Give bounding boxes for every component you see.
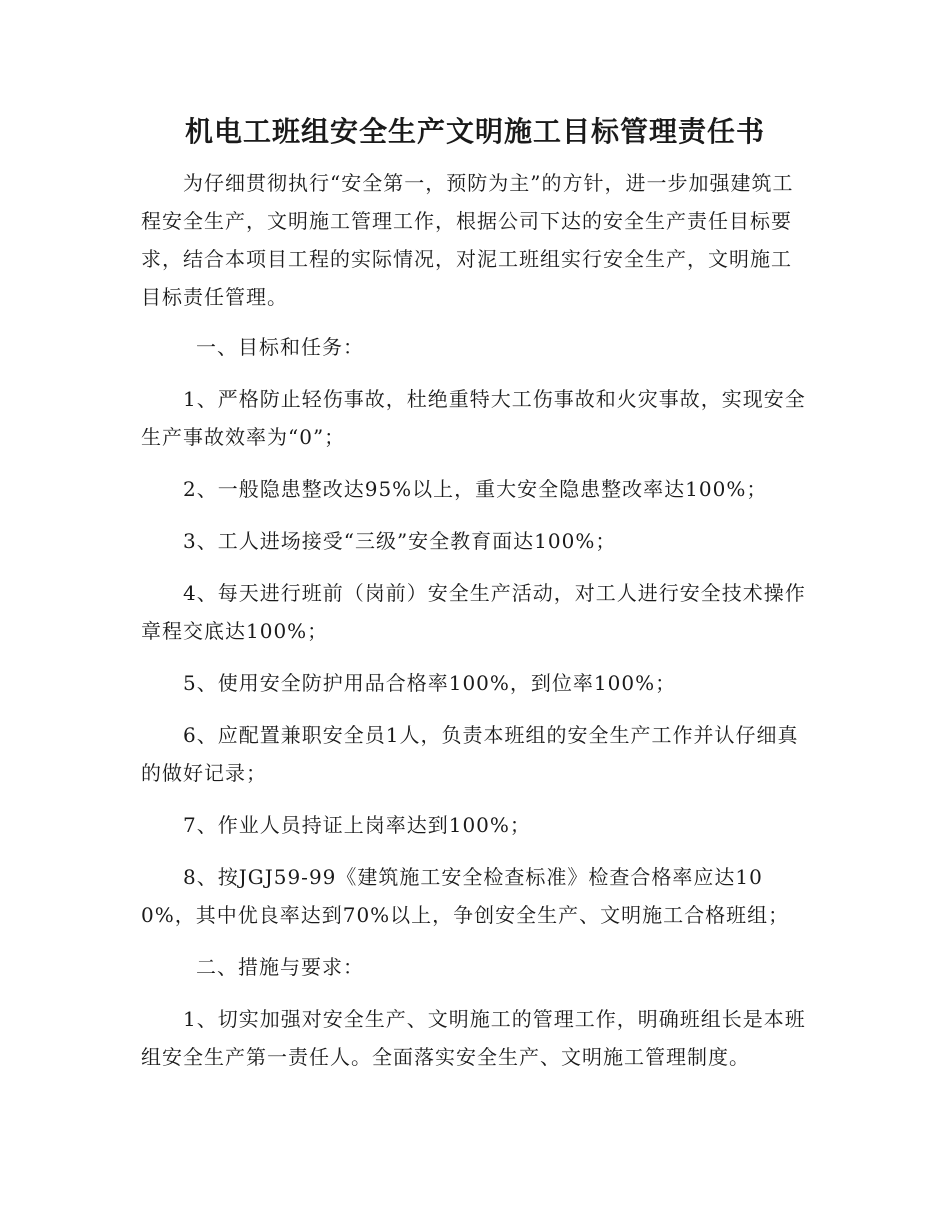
goal-item-4: 4、每天进行班前（岗前）安全生产活动，对工人进行安全技术操作章程交底达100%； — [141, 581, 806, 643]
section-heading-goals: 一、目标和任务： — [196, 335, 364, 359]
section-heading-measures: 二、措施与要求： — [196, 955, 364, 979]
goal-item-2: 2、一般隐患整改达95%以上，重大安全隐患整改率达100%； — [183, 477, 768, 501]
goal-item-6: 6、应配置兼职安全员1人，负责本班组的安全生产工作并认仔细真的做好记录； — [141, 723, 799, 785]
goal-item-3: 3、工人进场接受“三级”安全教育面达100%； — [183, 529, 617, 553]
document-title: 机电工班组安全生产文明施工目标管理责任书 — [184, 115, 765, 148]
measure-item-1: 1、切实加强对安全生产、文明施工的管理工作，明确班组长是本班组安全生产第一责任人。全面落实安全生产、文明施工管理制度。 — [141, 1007, 806, 1069]
intro-paragraph: 为仔细贯彻执行“安全第一，预防为主”的方针，进一步加强建筑工程安全生产，文明施工管理工作，根据公司下达的安全生产责任目标要求，结合本项目工程的实际情况，对泥工班组实行安全生产，文明施工目标责任管理。 — [141, 171, 794, 309]
goal-item-7: 7、作业人员持证上岗率达到100%； — [183, 813, 531, 837]
goal-item-1: 1、严格防止轻伤事故，杜绝重特大工伤事故和火灾事故，实现安全生产事故效率为“0”； — [141, 387, 806, 449]
goal-item-5: 5、使用安全防护用品合格率100%，到位率100%； — [183, 671, 677, 695]
goal-item-8: 8、按JGJ59-99《建筑施工安全检查标准》检查合格率应达100%，其中优良率达到70%以上，争创安全生产、文明施工合格班组； — [141, 865, 790, 927]
